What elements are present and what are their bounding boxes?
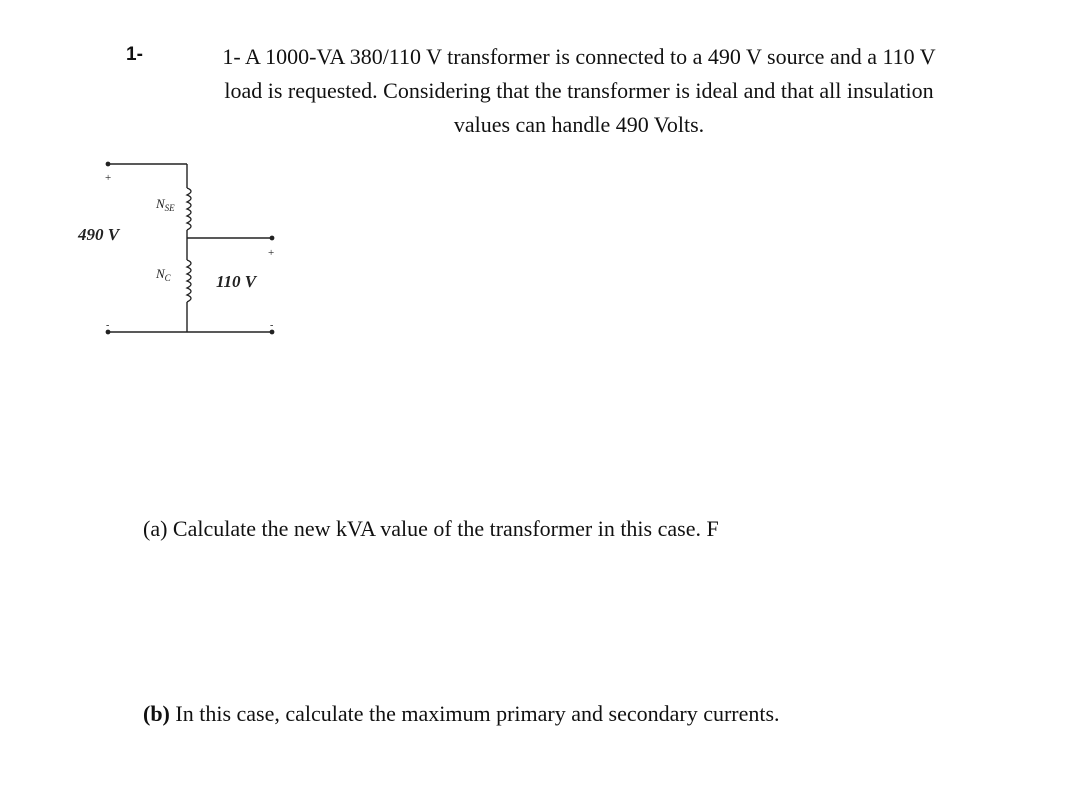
question-number: 1- xyxy=(126,44,143,65)
secondary-minus-sign: - xyxy=(270,320,274,331)
primary-plus-sign: + xyxy=(105,172,112,184)
question-line-1: 1- A 1000-VA 380/110 V transformer is connected to a 490 V source and a 110 V xyxy=(222,44,936,69)
part-a-question: (a) Calculate the new kVA value of the transformer in this case. F xyxy=(143,516,719,541)
load-voltage-label: 110 V xyxy=(216,272,257,291)
secondary-plus-terminal xyxy=(270,236,275,241)
common-winding-coil xyxy=(187,260,191,302)
part-b-question xyxy=(143,701,780,727)
series-winding-label: $N_{SE}$ xyxy=(156,196,175,213)
common-winding-label: $N_C$ xyxy=(156,266,171,283)
part-b-label: (b) xyxy=(143,701,170,726)
question-text xyxy=(166,40,992,142)
primary-plus-terminal xyxy=(106,162,111,167)
question-line-3: values can handle 490 Volts. xyxy=(453,112,705,137)
secondary-plus-sign: + xyxy=(268,247,275,259)
source-voltage-label: 490 V xyxy=(78,225,120,244)
primary-minus-sign: - xyxy=(106,320,110,331)
series-winding-coil xyxy=(187,188,191,230)
part-b-text: In this case, calculate the maximum primary and secondary currents. xyxy=(169,701,780,726)
autotransformer-circuit-diagram xyxy=(60,150,320,350)
question-line-2: load is requested. Considering that the transformer is ideal and that all insulation xyxy=(224,78,934,103)
